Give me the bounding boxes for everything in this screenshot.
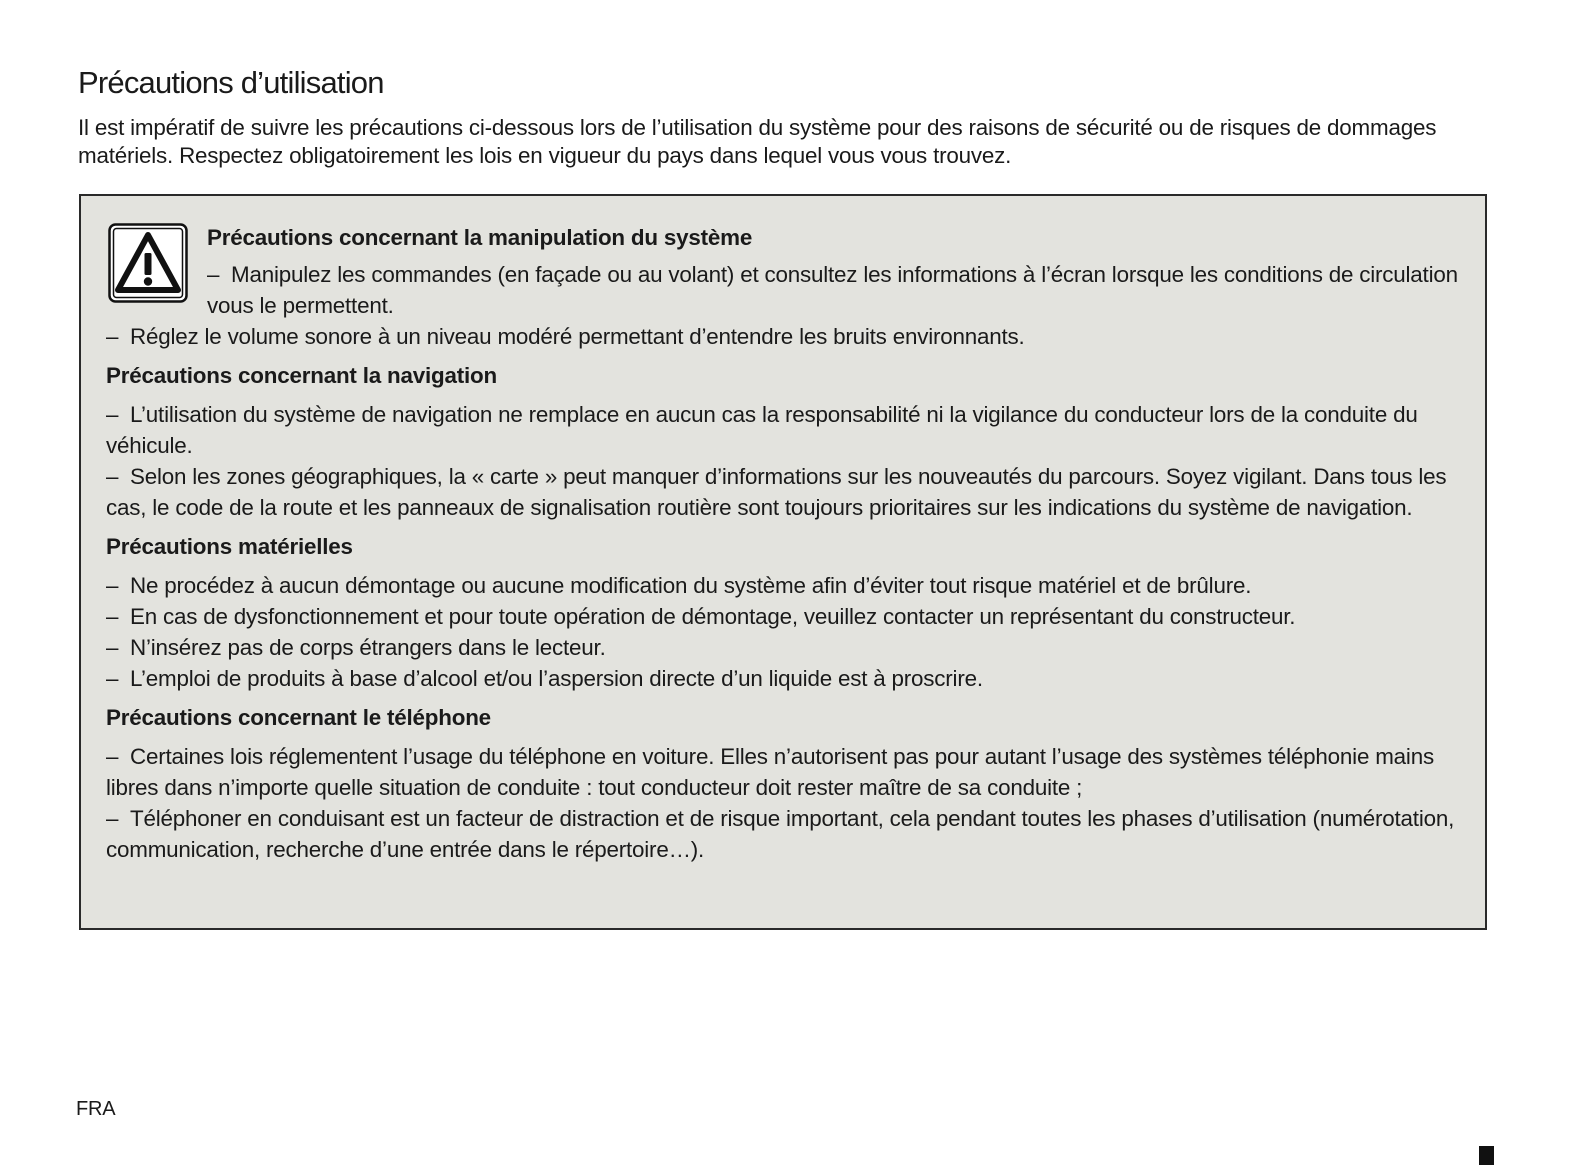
item-text: Ne procédez à aucun démontage ou aucune modification du système afin d’éviter tout risque matériel et de brûlure. (130, 573, 1252, 598)
list-item (106, 663, 1471, 694)
list-item (106, 399, 1471, 461)
dash-bullet: – (106, 666, 119, 691)
dash-bullet: – (106, 464, 119, 489)
page-corner-mark (1479, 1146, 1494, 1165)
intro-paragraph: Il est impératif de suivre les précautions ci-dessous lors de l’utilisation du système pour des raisons de sécurité ou de risques de dommages matériels. Respectez obligatoirement les lois en vigueur du pays dans lequel vous vous trouvez. (78, 115, 1437, 168)
item-text: Réglez le volume sonore à un niveau modéré permettant d’entendre les bruits environnants. (130, 324, 1025, 349)
item-text: N’insérez pas de corps étrangers dans le lecteur. (130, 635, 606, 660)
list-item (106, 461, 1471, 523)
item-text: Certaines lois réglementent l’usage du téléphone en voiture. Elles n’autorisent pas pour autant l’usage des systèmes téléphonie mains libres dans n’importe quelle situation de conduite : tout conducteur doit rester maître de sa conduite ; (106, 744, 1434, 800)
item-text: L’utilisation du système de navigation ne remplace en aucun cas la responsabilité ni la vigilance du conducteur lors de la conduite du véhicule. (106, 402, 1418, 458)
list-item (106, 632, 1471, 663)
list-item (106, 570, 1471, 601)
dash-bullet: – (106, 635, 119, 660)
section-title: Précautions concernant la navigation (106, 363, 497, 388)
item-text: Selon les zones géographiques, la « carte » peut manquer d’informations sur les nouveautés du parcours. Soyez vigilant. Dans tous les cas, le code de la route et les panneaux de signalisation routière sont toujours prioritaires sur les indications du système de navigation. (106, 464, 1447, 520)
warning-box (79, 194, 1487, 930)
item-text: Téléphoner en conduisant est un facteur de distraction et de risque important, cela pendant toutes les phases d’utilisation (numérotation, communication, recherche d’une entrée dans le répertoire…). (106, 806, 1455, 862)
section-title: Précautions matérielles (106, 534, 353, 559)
dash-bullet: – (106, 324, 119, 349)
dash-bullet: – (207, 262, 220, 287)
page-title: Précautions d’utilisation (78, 65, 384, 100)
dash-bullet: – (106, 806, 119, 831)
section-title: Précautions concernant le téléphone (106, 705, 491, 730)
dash-bullet: – (106, 573, 119, 598)
list-item (106, 741, 1471, 803)
item-text: Manipulez les commandes (en façade ou au volant) et consultez les informations à l’écran lorsque les conditions de circulation vous le permettent. (207, 262, 1458, 318)
item-text: En cas de dysfonctionnement et pour toute opération de démontage, veuillez contacter un représentant du constructeur. (130, 604, 1296, 629)
warning-content (106, 196, 1471, 865)
list-item (207, 259, 1471, 321)
dash-bullet: – (106, 744, 119, 769)
section-manipulation (106, 196, 1471, 321)
list-item (106, 601, 1471, 632)
language-label: FRA (76, 1098, 116, 1120)
dash-bullet: – (106, 402, 119, 427)
dash-bullet: – (106, 604, 119, 629)
item-text: L’emploi de produits à base d’alcool et/ou l’aspersion directe d’un liquide est à proscrire. (130, 666, 983, 691)
section-title: Précautions concernant la manipulation du système (207, 225, 753, 250)
list-item (106, 803, 1471, 865)
list-item (106, 321, 1471, 352)
